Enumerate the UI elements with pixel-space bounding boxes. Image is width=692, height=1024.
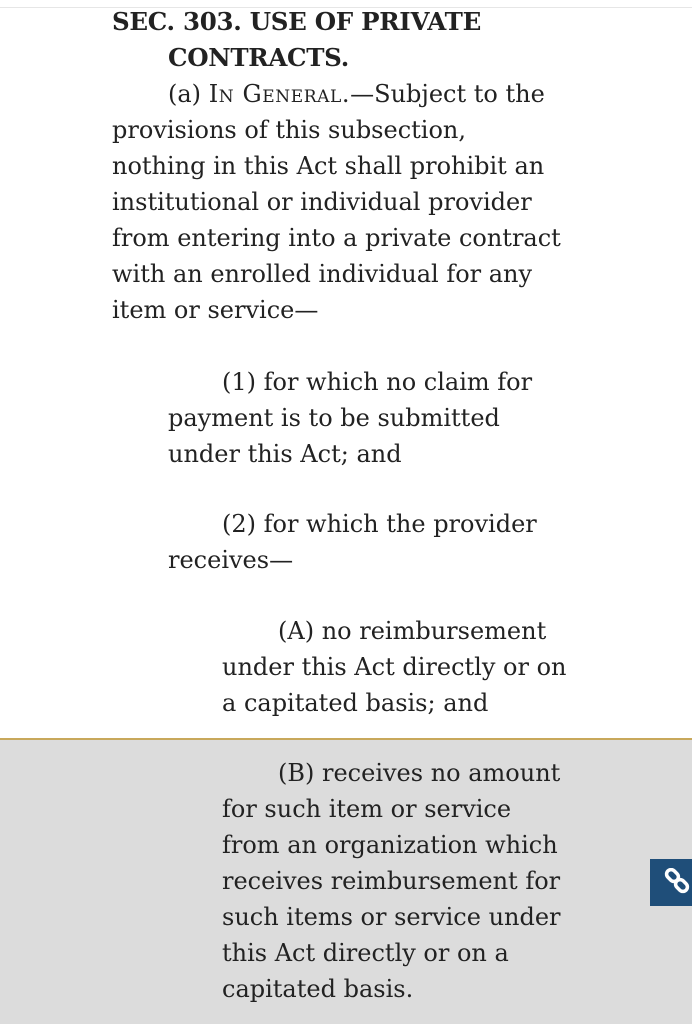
subsection-a-line: with an enrolled individual for any bbox=[112, 260, 533, 288]
subsection-a-line: institutional or individual provider bbox=[112, 188, 532, 216]
subsection-a-line: provisions of this subsection, bbox=[112, 116, 466, 144]
subparagraph-b-line: this Act directly or on a bbox=[222, 939, 509, 967]
paragraph-2-line: receives— bbox=[168, 546, 294, 574]
section-heading-line-2: CONTRACTS. bbox=[168, 43, 349, 72]
link-icon bbox=[664, 868, 692, 898]
link-button[interactable] bbox=[650, 859, 692, 906]
subsection-a-caption: In General. bbox=[208, 80, 351, 108]
subparagraph-b-line: (B) receives no amount bbox=[278, 759, 561, 787]
subsection-a-line: item or service— bbox=[112, 296, 319, 324]
subsection-a-line: nothing in this Act shall prohibit an bbox=[112, 152, 545, 180]
paragraph-1-line: payment is to be submitted bbox=[168, 404, 500, 432]
paragraph-1-line: under this Act; and bbox=[168, 440, 402, 468]
subsection-a-first-line bbox=[168, 76, 545, 112]
paragraph-2-line: (2) for which the provider bbox=[222, 510, 537, 538]
section-heading-line-1: SEC. 303. USE OF PRIVATE bbox=[112, 7, 481, 36]
subparagraph-a-line: (A) no reimbursement bbox=[278, 617, 547, 645]
subparagraph-a-line: under this Act directly or on bbox=[222, 653, 567, 681]
subsection-a-line: from entering into a private contract bbox=[112, 224, 561, 252]
subparagraph-b-line: for such item or service bbox=[222, 795, 512, 823]
subparagraph-a-line: a capitated basis; and bbox=[222, 689, 489, 717]
subparagraph-b-line: receives reimbursement for bbox=[222, 867, 561, 895]
paragraph-1-line: (1) for which no claim for bbox=[222, 368, 533, 396]
subparagraph-b-line: capitated basis. bbox=[222, 975, 414, 1003]
subsection-a-lead-in: —Subject to the bbox=[350, 80, 545, 108]
subparagraph-b-line: such items or service under bbox=[222, 903, 561, 931]
subparagraph-b-line: from an organization which bbox=[222, 831, 558, 859]
subsection-a-designation: (a) bbox=[168, 80, 202, 108]
